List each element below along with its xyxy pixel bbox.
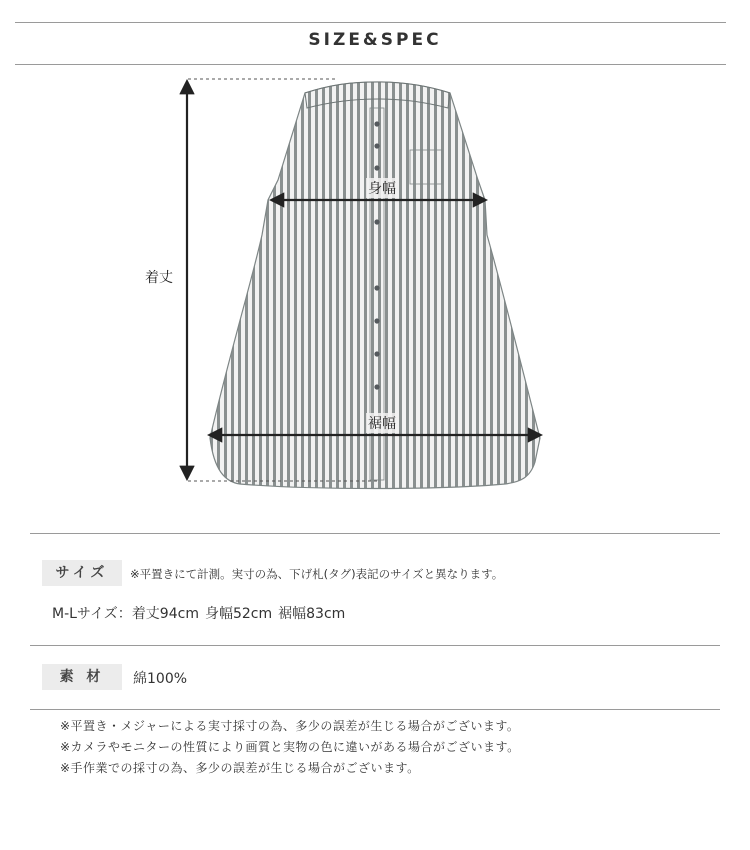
length-label: 着丈 [145, 270, 173, 286]
body-width-label: 身幅 [366, 178, 398, 198]
material-label: 素 材 [42, 664, 122, 690]
size-top-rule [30, 533, 720, 534]
button-7 [374, 351, 379, 356]
header-top-rule [15, 22, 726, 23]
garment-diagram [0, 70, 750, 490]
button-2 [374, 143, 379, 148]
button-5 [374, 285, 379, 290]
size-note: ※平置きにて計測。実寸の為、下げ札(タグ)表記のサイズと異なります。 [130, 567, 504, 581]
note-item: ※カメラやモニターの性質により画質と実物の色に違いがある場合がございます。 [60, 740, 520, 754]
notes-top-rule [30, 709, 720, 710]
notes-list [60, 716, 520, 779]
note-item: ※手作業での採寸の為、多少の誤差が生じる場合がございます。 [60, 761, 420, 775]
body-width-value: 身幅52cm [204, 606, 273, 622]
button-3 [374, 165, 379, 170]
size-label: サイズ [42, 560, 122, 586]
button-8 [374, 384, 379, 389]
header-bottom-rule [15, 64, 726, 65]
note-item: ※平置き・メジャーによる実寸採寸の為、多少の誤差が生じる場合がございます。 [60, 719, 520, 733]
hem-width-label: 裾幅 [366, 413, 398, 433]
hem-width-value: 裾幅83cm [278, 606, 346, 622]
button-4 [374, 219, 379, 224]
page-title: SIZE&SPEC [308, 30, 442, 50]
size-name: M-Lサイズ： [52, 606, 132, 622]
button-6 [374, 318, 379, 323]
material-value: 綿100% [133, 671, 188, 687]
button-1 [374, 121, 379, 126]
length-value: 着丈94cm [131, 606, 199, 622]
size-spec [52, 603, 351, 623]
material-top-rule [30, 645, 720, 646]
